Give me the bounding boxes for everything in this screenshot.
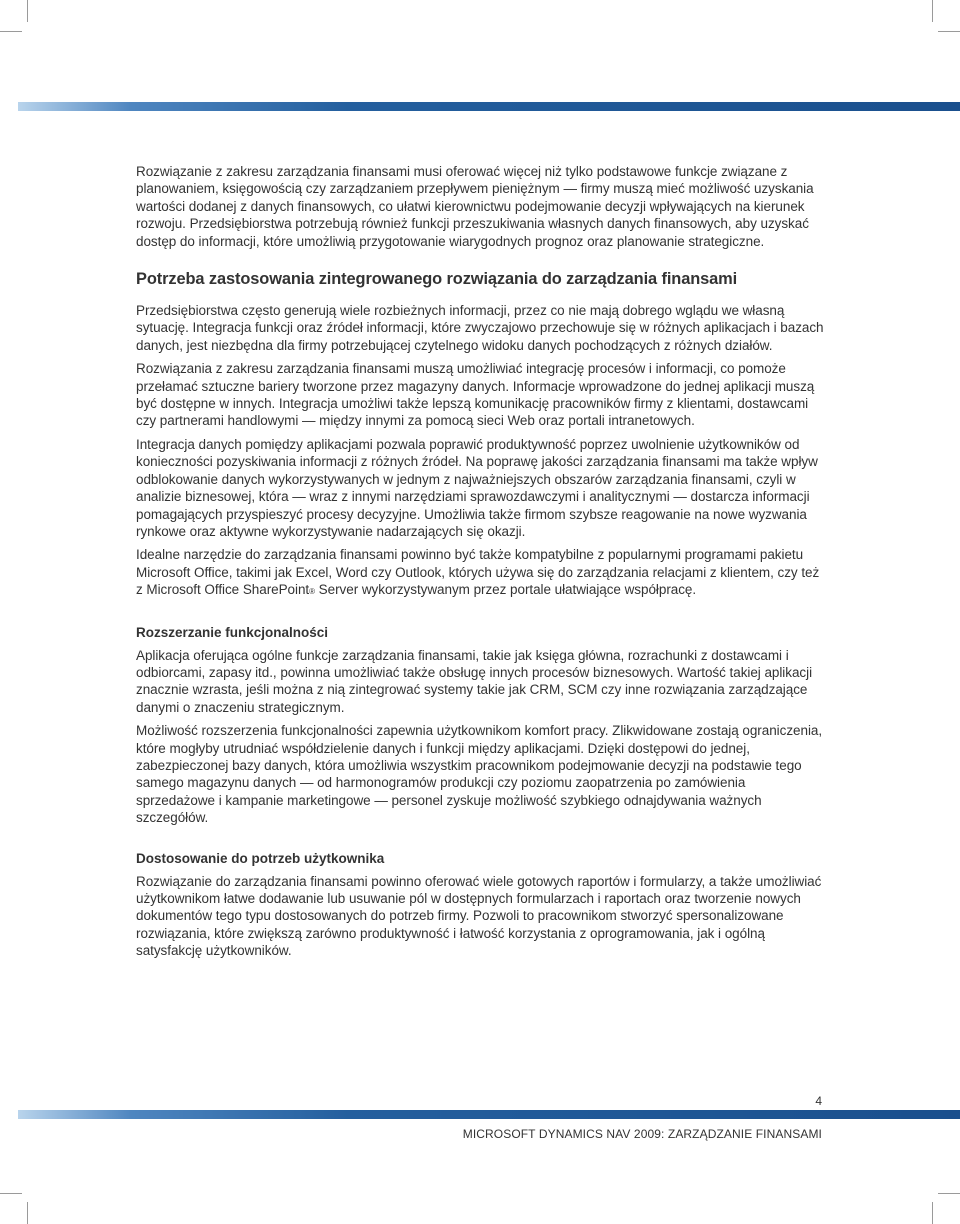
paragraph-text: Idealne narzędzie do zarządzania finansami powinno być także kompatybilne z popularnymi programami pakietu Microsoft Office, takimi jak Excel, Word czy Outlook, których używa się do zarządzania relacjami z klientem, czy też z Microsoft Office SharePoint	[136, 547, 820, 598]
section-heading-extending-functionality: Rozszerzanie funkcjonalności	[136, 624, 329, 640]
crop-mark-top-right-horizontal	[938, 31, 960, 32]
page-content	[136, 163, 826, 966]
header-bar	[18, 102, 960, 111]
paragraph: Integracja danych pomiędzy aplikacjami pozwala poprawić produktywność poprzez uwolnienie użytkowników od konieczności pozyskiwania informacji z różnych źródeł. Na poprawę jakości zarządzania finansami ma także wpływ odblokowanie danych wykorzystywanych w jednym z najważniejszych obszarów zarządzania finansami, czyli w analizie biznesowej, która — wraz z innymi narzędziami sprawozdawczymi i analitycznymi — dostarcza informacji pomagających przyspieszyć procesy decyzyjne. Umożliwia także firmom szybsze reagowanie na nowe wyzwania rynkowe oraz aktywne wykorzystywanie nadarzających się okazji.	[136, 436, 818, 539]
crop-mark-top-right-vertical	[932, 0, 933, 22]
section-heading-integrated-solution: Potrzeba zastosowania zintegrowanego rozwiązania do zarządzania finansami	[136, 270, 738, 289]
crop-mark-top-left-horizontal	[0, 31, 22, 32]
paragraph: Rozwiązanie do zarządzania finansami powinno oferować wiele gotowych raportów i formularzy, a także umożliwiać użytkownikom łatwe dodawanie lub usuwanie pól w dostępnych formularzach i raportach oraz tworzenie nowych dokumentów tego typu dostosowanych do potrzeb firmy. Pozwoli to pracownikom stworzyć spersonalizowane rozwiązania, które zwiększą zarówno produktywność i łatwość korzystania z oprogramowania, jak i ogólną satysfakcję użytkowników.	[136, 873, 822, 959]
section-heading-user-customization: Dostosowanie do potrzeb użytkownika	[136, 850, 385, 866]
footer-title: MICROSOFT DYNAMICS NAV 2009: ZARZĄDZANIE FINANSAMI	[462, 1127, 822, 1141]
crop-mark-bottom-left-vertical	[27, 1202, 28, 1224]
footer-bar	[18, 1110, 960, 1119]
crop-mark-bottom-right-horizontal	[938, 1193, 960, 1194]
crop-mark-bottom-right-vertical	[932, 1202, 933, 1224]
crop-mark-bottom-left-horizontal	[0, 1193, 22, 1194]
paragraph: Przedsiębiorstwa często generują wiele rozbieżnych informacji, przez co nie mają dobrego wglądu we własną sytuację. Integracja funkcji oraz źródeł informacji, które zwyczajowo przechowuje się w różnych aplikacjach i bazach danych, jest niezbędna dla firmy potrzebującej czytelnego widoku danych pochodzących z różnych działów.	[136, 303, 824, 353]
paragraph: Możliwość rozszerzenia funkcjonalności zapewnia użytkownikom komfort pracy. Zlikwidowane zostają ograniczenia, które mogłyby utrudniać współdzielenie danych i funkcji między aplikacjami. Dzięki dostępowi do jednej, zabezpieczonej bazy danych, która umożliwia wszystkim pracownikom podejmowanie decyzji na podstawie tego samego magazynu danych — od harmonogramów produkcji czy poziomu zaopatrzenia po zamówienia sprzedażowe i kampanie marketingowe — personel zyskuje możliwość szybkiego odnajdywania ważnych szczegółów.	[136, 723, 823, 826]
intro-paragraph: Rozwiązanie z zakresu zarządzania finansami musi oferować więcej niż tylko podstawowe funkcje związane z planowaniem, księgowością czy zarządzaniem przepływem pieniężnym — firmy muszą mieć możliwość uzyskania wartości dodanej z danych finansowych, co ułatwi kierownictwu podejmowanie decyzji wpływających na kierunek rozwoju. Przedsiębiorstwa potrzebują również funkcji przeszukiwania własnych danych finansowych, aby uzyskać dostęp do informacji, które umożliwią przygotowanie wiarygodnych prognoz oraz planowanie strategiczne.	[136, 164, 814, 249]
paragraph	[136, 546, 826, 600]
paragraph-text: Server wykorzystywanym przez portale ułatwiające współpracę.	[314, 582, 697, 598]
registered-mark: ®	[309, 587, 315, 597]
crop-mark-top-left-vertical	[27, 0, 28, 22]
page-number: 4	[815, 1094, 822, 1108]
paragraph: Aplikacja oferująca ogólne funkcje zarządzania finansami, takie jak księga główna, rozrachunki z dostawcami i odbiorcami, zapasy itd., powinna umożliwiać także obsługę innych procesów biznesowych. Wartość takiej aplikacji znacznie wzrasta, jeśli można z nią zintegrować systemy takie jak CRM, SCM czy inne rozwiązania zarządzające danymi o znaczeniu strategicznym.	[136, 647, 813, 715]
paragraph: Rozwiązania z zakresu zarządzania finansami muszą umożliwiać integrację procesów i informacji, co pomoże przełamać sztuczne bariery tworzone przez magazyny danych. Informacje wprowadzone do jednej aplikacji muszą być dostępne w innych. Integracja umożliwi także lepszą komunikację pracowników firmy z klientami, dostawcami czy partnerami handlowymi — między innymi za pomocą sieci Web oraz portali intranetowych.	[136, 361, 815, 429]
